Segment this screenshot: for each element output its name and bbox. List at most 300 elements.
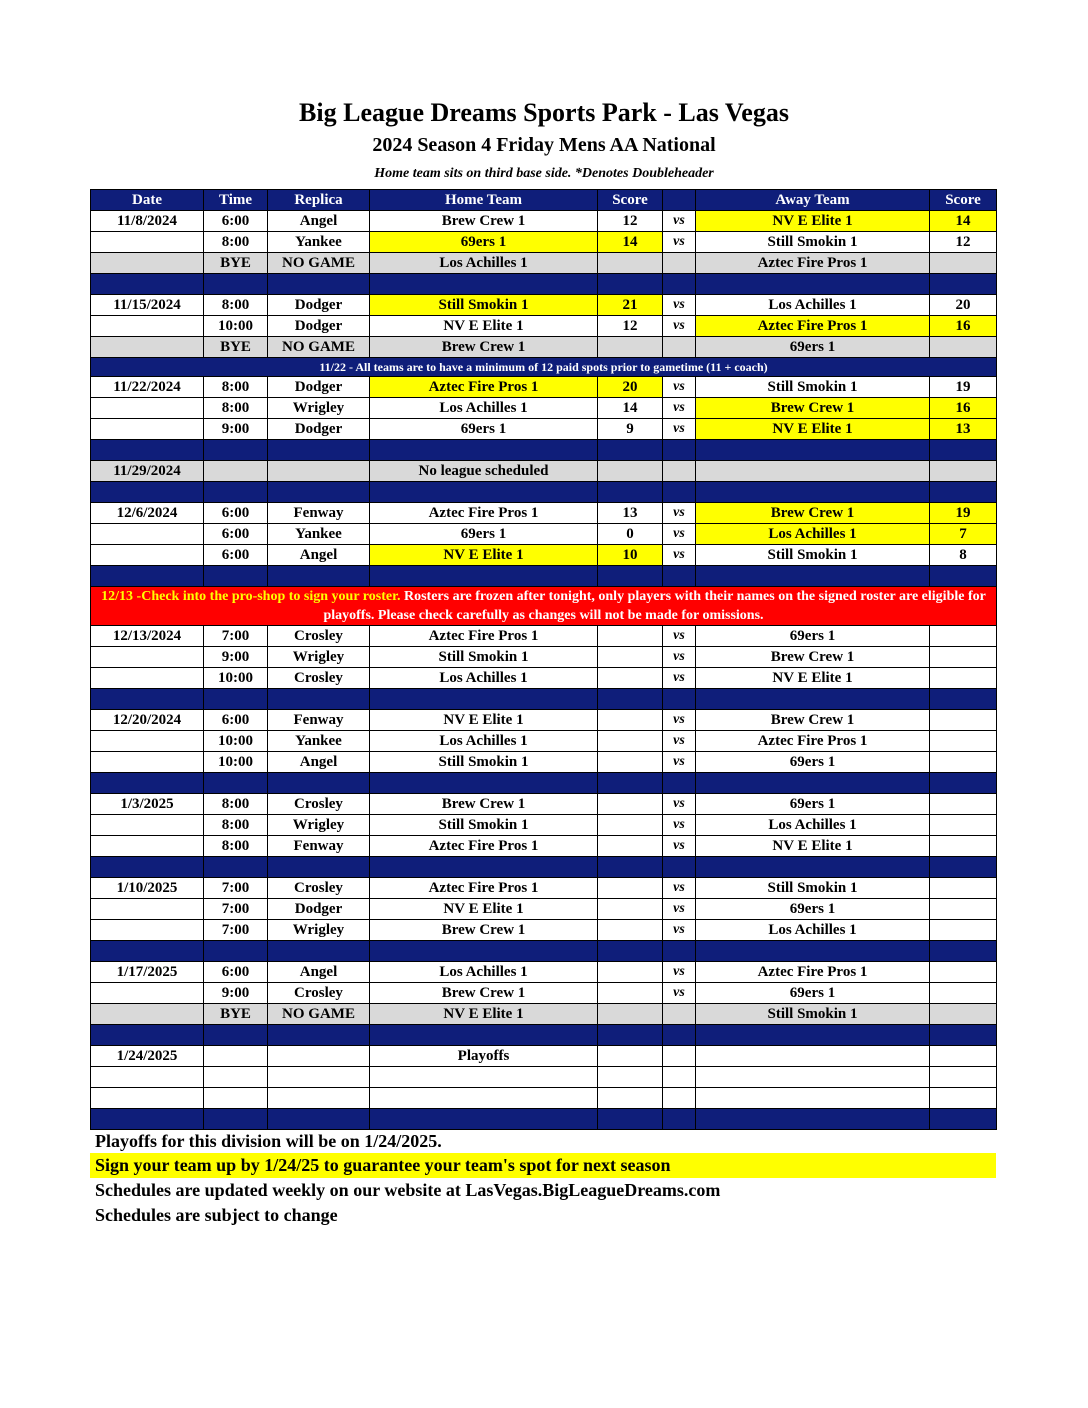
away-team-cell: Aztec Fire Pros 1	[696, 731, 930, 752]
separator-cell	[598, 689, 663, 710]
away-score-cell: 12	[930, 232, 997, 253]
away-score-cell	[930, 983, 997, 1004]
time-cell: 8:00	[204, 398, 268, 419]
vs-cell: vs	[663, 626, 696, 647]
home-score-cell	[598, 626, 663, 647]
home-score-cell: 9	[598, 419, 663, 440]
away-score-cell	[930, 815, 997, 836]
replica-cell: Wrigley	[268, 647, 370, 668]
separator-cell	[696, 1109, 930, 1130]
date-cell	[91, 419, 204, 440]
date-cell	[91, 253, 204, 274]
away-team-cell: Los Achilles 1	[696, 524, 930, 545]
date-cell	[91, 398, 204, 419]
home-team-cell: Los Achilles 1	[370, 668, 598, 689]
replica-cell: Fenway	[268, 710, 370, 731]
time-cell: 8:00	[204, 836, 268, 857]
separator-cell	[663, 773, 696, 794]
away-team-cell	[696, 1046, 930, 1067]
home-score-cell	[598, 1046, 663, 1067]
separator-cell	[268, 1109, 370, 1130]
away-score-cell	[930, 337, 997, 358]
home-team-cell: Still Smokin 1	[370, 647, 598, 668]
away-team-cell: NV E Elite 1	[696, 668, 930, 689]
home-team-cell: NV E Elite 1	[370, 1004, 598, 1025]
separator-cell	[268, 482, 370, 503]
separator-row	[91, 440, 997, 461]
bye-row	[91, 253, 997, 274]
game-row	[91, 668, 997, 689]
away-score-cell	[930, 710, 997, 731]
replica-cell: Wrigley	[268, 398, 370, 419]
separator-cell	[930, 689, 997, 710]
separator-cell	[268, 689, 370, 710]
vs-cell	[663, 1046, 696, 1067]
separator-cell	[91, 689, 204, 710]
separator-row	[91, 941, 997, 962]
away-score-cell: 8	[930, 545, 997, 566]
separator-cell	[91, 440, 204, 461]
game-row	[91, 524, 997, 545]
roster-signing-alert-row	[91, 587, 997, 626]
replica-cell: Dodger	[268, 377, 370, 398]
home-score-cell	[598, 731, 663, 752]
game-row	[91, 878, 997, 899]
date-cell: 1/10/2025	[91, 878, 204, 899]
time-cell: 7:00	[204, 920, 268, 941]
alert-body-text: Rosters are frozen after tonight, only players with their names on the signed roster are eligible for playoffs. Please check carefully as changes will not be made for omissions.	[323, 589, 986, 623]
vs-cell: vs	[663, 295, 696, 316]
away-team-cell: 69ers 1	[696, 899, 930, 920]
date-cell	[91, 316, 204, 337]
home-score-cell	[598, 794, 663, 815]
separator-cell	[91, 941, 204, 962]
vs-cell: vs	[663, 232, 696, 253]
game-row	[91, 295, 997, 316]
vs-cell: vs	[663, 316, 696, 337]
replica-cell: Yankee	[268, 731, 370, 752]
game-row	[91, 983, 997, 1004]
time-cell: 9:00	[204, 419, 268, 440]
separator-cell	[204, 773, 268, 794]
vs-cell: vs	[663, 983, 696, 1004]
separator-cell	[930, 274, 997, 295]
schedule-table	[90, 189, 997, 1130]
home-team-cell: 69ers 1	[370, 524, 598, 545]
game-row	[91, 920, 997, 941]
date-cell	[91, 337, 204, 358]
date-cell: 11/22/2024	[91, 377, 204, 398]
schedule-body	[91, 190, 997, 1130]
header-home-team: Home Team	[370, 190, 598, 211]
date-cell: 1/3/2025	[91, 794, 204, 815]
separator-cell	[204, 440, 268, 461]
replica-cell	[268, 461, 370, 482]
replica-cell: Dodger	[268, 419, 370, 440]
home-team-cell: Aztec Fire Pros 1	[370, 626, 598, 647]
game-row	[91, 815, 997, 836]
separator-cell	[91, 566, 204, 587]
separator-cell	[930, 1109, 997, 1130]
date-cell	[91, 899, 204, 920]
separator-cell	[370, 274, 598, 295]
away-score-cell	[930, 626, 997, 647]
time-cell: 6:00	[204, 503, 268, 524]
home-score-cell	[598, 899, 663, 920]
separator-cell	[268, 1025, 370, 1046]
vs-cell: vs	[663, 794, 696, 815]
separator-cell	[370, 1109, 598, 1130]
separator-cell	[598, 482, 663, 503]
home-team-cell: Los Achilles 1	[370, 398, 598, 419]
game-row	[91, 794, 997, 815]
separator-cell	[930, 773, 997, 794]
home-team-cell: Brew Crew 1	[370, 337, 598, 358]
replica-cell: Yankee	[268, 232, 370, 253]
replica-cell: Crosley	[268, 626, 370, 647]
game-row	[91, 316, 997, 337]
replica-cell: Fenway	[268, 836, 370, 857]
away-score-cell	[930, 752, 997, 773]
away-score-cell	[930, 962, 997, 983]
home-score-cell	[598, 878, 663, 899]
separator-row	[91, 857, 997, 878]
home-team-note: Home team sits on third base side. *Denotes Doubleheader	[374, 166, 714, 181]
time-cell: BYE	[204, 337, 268, 358]
away-score-cell	[930, 668, 997, 689]
change-note: Schedules are subject to change	[95, 1205, 338, 1225]
vs-cell: vs	[663, 377, 696, 398]
time-cell	[204, 461, 268, 482]
time-cell: 10:00	[204, 316, 268, 337]
game-row	[91, 752, 997, 773]
replica-cell: Wrigley	[268, 920, 370, 941]
home-team-cell: Aztec Fire Pros 1	[370, 836, 598, 857]
away-score-cell: 16	[930, 316, 997, 337]
vs-cell: vs	[663, 545, 696, 566]
home-team-cell: Brew Crew 1	[370, 920, 598, 941]
replica-cell: NO GAME	[268, 253, 370, 274]
game-row	[91, 377, 997, 398]
replica-cell: Angel	[268, 211, 370, 232]
home-score-cell: 0	[598, 524, 663, 545]
replica-cell: Dodger	[268, 899, 370, 920]
separator-cell	[696, 1025, 930, 1046]
date-cell	[91, 1088, 204, 1109]
separator-cell	[598, 274, 663, 295]
time-cell: 8:00	[204, 232, 268, 253]
home-team-cell	[370, 1088, 598, 1109]
home-team-cell: No league scheduled	[370, 461, 598, 482]
separator-cell	[930, 857, 997, 878]
replica-cell: NO GAME	[268, 1004, 370, 1025]
separator-row	[91, 689, 997, 710]
time-cell	[204, 1067, 268, 1088]
home-team-cell: Los Achilles 1	[370, 253, 598, 274]
game-row	[91, 232, 997, 253]
away-score-cell	[930, 731, 997, 752]
away-score-cell: 14	[930, 211, 997, 232]
date-cell	[91, 731, 204, 752]
home-team-cell: NV E Elite 1	[370, 899, 598, 920]
date-cell	[91, 920, 204, 941]
home-score-cell	[598, 815, 663, 836]
separator-row	[91, 482, 997, 503]
header-time: Time	[204, 190, 268, 211]
away-score-cell	[930, 920, 997, 941]
separator-cell	[268, 773, 370, 794]
home-score-cell	[598, 710, 663, 731]
game-row	[91, 731, 997, 752]
replica-cell: Crosley	[268, 983, 370, 1004]
signup-note: Sign your team up by 1/24/25 to guarantee your team's spot for next season	[90, 1153, 996, 1178]
game-row	[91, 1046, 997, 1067]
separator-cell	[204, 274, 268, 295]
game-row	[91, 647, 997, 668]
home-team-cell: Los Achilles 1	[370, 731, 598, 752]
home-score-cell	[598, 920, 663, 941]
time-cell: 10:00	[204, 752, 268, 773]
separator-cell	[370, 1025, 598, 1046]
date-cell	[91, 668, 204, 689]
away-team-cell: Aztec Fire Pros 1	[696, 253, 930, 274]
date-cell	[91, 524, 204, 545]
time-cell: 7:00	[204, 878, 268, 899]
roster-signing-alert	[91, 587, 997, 626]
vs-cell	[663, 1004, 696, 1025]
time-cell: 8:00	[204, 815, 268, 836]
date-cell	[91, 545, 204, 566]
separator-cell	[204, 1109, 268, 1130]
home-score-cell: 21	[598, 295, 663, 316]
date-cell	[91, 232, 204, 253]
vs-cell: vs	[663, 899, 696, 920]
away-team-cell: Los Achilles 1	[696, 815, 930, 836]
away-team-cell: Still Smokin 1	[696, 545, 930, 566]
game-row	[91, 962, 997, 983]
vs-cell	[663, 253, 696, 274]
game-row	[91, 899, 997, 920]
date-cell: 1/24/2025	[91, 1046, 204, 1067]
replica-cell: NO GAME	[268, 337, 370, 358]
home-team-cell: Aztec Fire Pros 1	[370, 503, 598, 524]
away-team-cell: Aztec Fire Pros 1	[696, 962, 930, 983]
separator-cell	[598, 773, 663, 794]
bye-row	[91, 337, 997, 358]
separator-cell	[696, 566, 930, 587]
page-title: Big League Dreams Sports Park - Las Vegas	[299, 98, 789, 127]
separator-cell	[204, 566, 268, 587]
game-row	[91, 710, 997, 731]
time-cell: 6:00	[204, 710, 268, 731]
separator-cell	[663, 440, 696, 461]
vs-cell: vs	[663, 962, 696, 983]
time-cell: 6:00	[204, 545, 268, 566]
playoffs-note: Playoffs for this division will be on 1/24/2025.	[95, 1131, 442, 1151]
separator-cell	[268, 566, 370, 587]
separator-cell	[696, 773, 930, 794]
separator-cell	[370, 857, 598, 878]
away-team-cell: NV E Elite 1	[696, 419, 930, 440]
time-cell: 8:00	[204, 794, 268, 815]
away-team-cell: 69ers 1	[696, 752, 930, 773]
home-score-cell	[598, 1067, 663, 1088]
home-score-cell: 12	[598, 316, 663, 337]
separator-cell	[268, 941, 370, 962]
separator-cell	[204, 1025, 268, 1046]
separator-cell	[663, 482, 696, 503]
home-team-cell: NV E Elite 1	[370, 545, 598, 566]
away-team-cell: Los Achilles 1	[696, 920, 930, 941]
replica-cell	[268, 1088, 370, 1109]
separator-cell	[204, 482, 268, 503]
replica-cell: Fenway	[268, 503, 370, 524]
replica-cell: Crosley	[268, 668, 370, 689]
home-team-cell: Still Smokin 1	[370, 295, 598, 316]
alert-lead-text: 12/13 -Check into the pro-shop to sign your roster.	[101, 589, 401, 604]
home-score-cell	[598, 962, 663, 983]
header-date: Date	[91, 190, 204, 211]
time-cell: 7:00	[204, 626, 268, 647]
website-note: Schedules are updated weekly on our website at LasVegas.BigLeagueDreams.com	[95, 1180, 721, 1200]
home-team-cell: Aztec Fire Pros 1	[370, 878, 598, 899]
date-cell: 12/20/2024	[91, 710, 204, 731]
separator-row	[91, 566, 997, 587]
separator-cell	[370, 482, 598, 503]
separator-cell	[268, 274, 370, 295]
bye-row	[91, 461, 997, 482]
away-team-cell: NV E Elite 1	[696, 211, 930, 232]
time-cell: 8:00	[204, 295, 268, 316]
away-score-cell	[930, 899, 997, 920]
time-cell: 7:00	[204, 899, 268, 920]
replica-cell	[268, 1067, 370, 1088]
home-score-cell	[598, 337, 663, 358]
separator-cell	[696, 274, 930, 295]
separator-cell	[598, 566, 663, 587]
time-cell: BYE	[204, 1004, 268, 1025]
separator-cell	[598, 1109, 663, 1130]
separator-cell	[696, 440, 930, 461]
home-team-cell: Brew Crew 1	[370, 211, 598, 232]
separator-cell	[663, 274, 696, 295]
vs-cell: vs	[663, 878, 696, 899]
home-score-cell: 14	[598, 398, 663, 419]
date-cell	[91, 647, 204, 668]
home-team-cell: 69ers 1	[370, 232, 598, 253]
away-team-cell: Still Smokin 1	[696, 377, 930, 398]
separator-cell	[930, 566, 997, 587]
time-cell: 8:00	[204, 377, 268, 398]
separator-cell	[204, 941, 268, 962]
vs-cell: vs	[663, 731, 696, 752]
home-team-cell: 69ers 1	[370, 419, 598, 440]
time-cell: 9:00	[204, 983, 268, 1004]
vs-cell: vs	[663, 668, 696, 689]
date-cell	[91, 1067, 204, 1088]
away-team-cell: Aztec Fire Pros 1	[696, 316, 930, 337]
home-team-cell: NV E Elite 1	[370, 710, 598, 731]
separator-cell	[930, 1025, 997, 1046]
vs-cell	[663, 1088, 696, 1109]
time-cell	[204, 1088, 268, 1109]
away-score-cell	[930, 1088, 997, 1109]
away-score-cell	[930, 1046, 997, 1067]
header-home-score: Score	[598, 190, 663, 211]
away-team-cell: NV E Elite 1	[696, 836, 930, 857]
separator-cell	[696, 941, 930, 962]
separator-cell	[91, 857, 204, 878]
home-team-cell: NV E Elite 1	[370, 316, 598, 337]
vs-cell: vs	[663, 920, 696, 941]
home-score-cell	[598, 1088, 663, 1109]
home-team-cell: Aztec Fire Pros 1	[370, 377, 598, 398]
time-cell: 6:00	[204, 211, 268, 232]
time-cell: BYE	[204, 253, 268, 274]
separator-cell	[598, 941, 663, 962]
home-score-cell	[598, 461, 663, 482]
away-team-cell: 69ers 1	[696, 794, 930, 815]
separator-cell	[663, 857, 696, 878]
separator-cell	[370, 941, 598, 962]
away-team-cell: Los Achilles 1	[696, 295, 930, 316]
replica-cell: Angel	[268, 752, 370, 773]
separator-row	[91, 1109, 997, 1130]
away-score-cell	[930, 647, 997, 668]
home-score-cell	[598, 253, 663, 274]
separator-cell	[91, 274, 204, 295]
away-team-cell: Still Smokin 1	[696, 878, 930, 899]
time-cell: 10:00	[204, 731, 268, 752]
page-subtitle: 2024 Season 4 Friday Mens AA National	[372, 134, 716, 156]
home-team-cell: Still Smokin 1	[370, 815, 598, 836]
roster-minimum-note: 11/22 - All teams are to have a minimum of 12 paid spots prior to gametime (11 + coach)	[91, 358, 997, 377]
time-cell	[204, 1046, 268, 1067]
date-cell	[91, 983, 204, 1004]
away-team-cell: Brew Crew 1	[696, 398, 930, 419]
header-away-score: Score	[930, 190, 997, 211]
separator-row	[91, 773, 997, 794]
time-cell: 10:00	[204, 668, 268, 689]
separator-cell	[91, 482, 204, 503]
time-cell: 6:00	[204, 524, 268, 545]
home-team-cell	[370, 1067, 598, 1088]
game-row	[91, 211, 997, 232]
away-score-cell	[930, 1067, 997, 1088]
separator-cell	[268, 857, 370, 878]
game-row	[91, 836, 997, 857]
home-score-cell: 14	[598, 232, 663, 253]
separator-cell	[598, 857, 663, 878]
separator-cell	[204, 689, 268, 710]
away-score-cell: 7	[930, 524, 997, 545]
game-row	[91, 1088, 997, 1109]
separator-cell	[663, 941, 696, 962]
separator-cell	[696, 857, 930, 878]
separator-cell	[930, 941, 997, 962]
home-team-cell: Brew Crew 1	[370, 794, 598, 815]
home-score-cell	[598, 836, 663, 857]
header-away-team: Away Team	[696, 190, 930, 211]
vs-cell: vs	[663, 836, 696, 857]
home-team-cell: Los Achilles 1	[370, 962, 598, 983]
replica-cell: Yankee	[268, 524, 370, 545]
away-score-cell	[930, 878, 997, 899]
vs-cell: vs	[663, 211, 696, 232]
home-score-cell	[598, 752, 663, 773]
roster-minimum-note-row	[91, 358, 997, 377]
game-row	[91, 503, 997, 524]
